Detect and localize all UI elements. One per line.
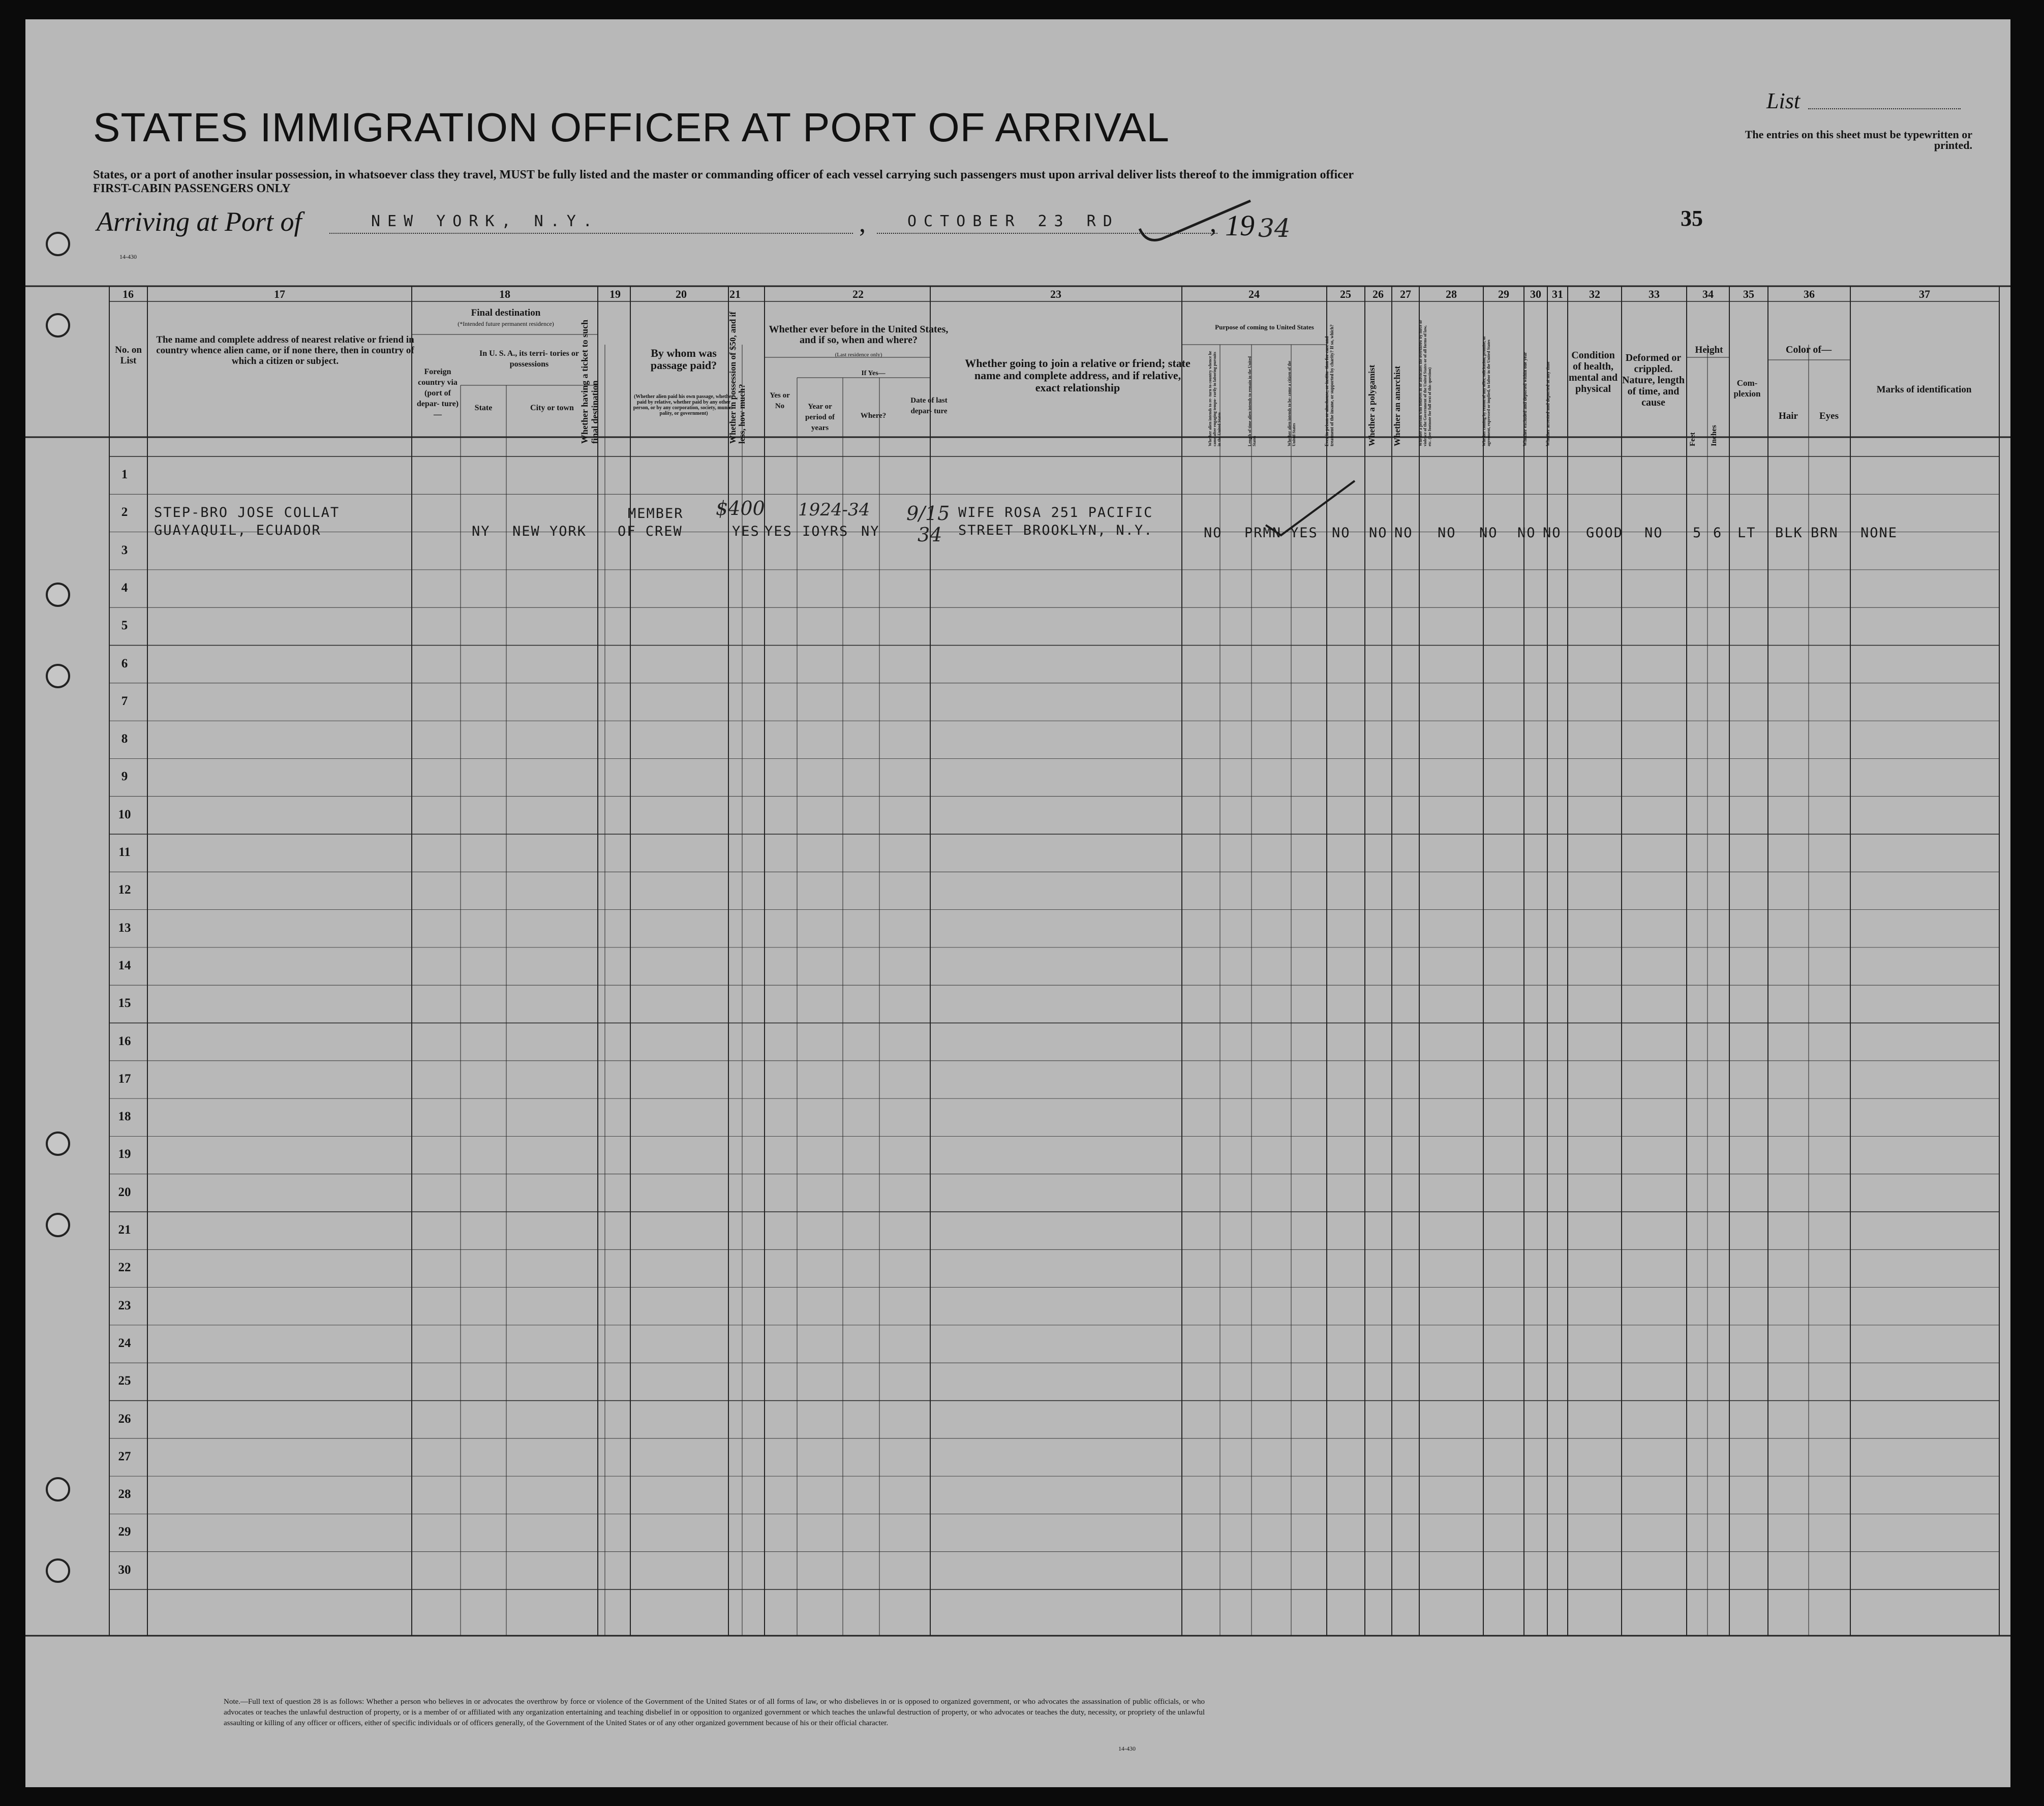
typewritten-note: The entries on this sheet must be typewritten or printed. — [1745, 128, 1972, 151]
column-number: 33 — [1649, 288, 1660, 300]
column-number: 27 — [1400, 288, 1411, 300]
column-number: 31 — [1552, 288, 1563, 300]
column-number: 29 — [1498, 288, 1509, 300]
entry-prison: NO — [1332, 525, 1351, 541]
arrival-date: OCTOBER 23 RD — [907, 212, 1119, 230]
column-number: 19 — [609, 288, 621, 300]
header-final-destination-sub: (*Intended future permanent residence) — [457, 320, 554, 327]
entry-deported: NO — [1543, 525, 1562, 541]
header-passage-paid-sub: (Whether alien paid his own passage, whether paid by relative, whether paid by any other person, or by any corporation, society, munici- pality, or government) — [633, 394, 735, 416]
row-number: 16 — [118, 1034, 131, 1048]
header-intends-citizen: Whether alien intends to be- come a citizen of the United States — [1287, 360, 1296, 446]
column-number: 18 — [499, 288, 510, 300]
entry-labor-offer: NO — [1479, 525, 1498, 541]
header-intends-return: Whether alien intends to re- turn to country whence he came after engaging tempo- rarily in laboring pursuits in the United States — [1208, 351, 1222, 446]
entry-where: NY — [861, 524, 880, 539]
row-number: 17 — [118, 1072, 131, 1086]
column-number: 37 — [1919, 288, 1930, 300]
binder-hole — [46, 583, 70, 607]
column-number: 35 — [1743, 288, 1754, 300]
form-id-top: 14-430 — [119, 253, 137, 260]
entry-joining-line1: WIFE ROSA 251 PACIFIC — [958, 505, 1153, 521]
column-number: 32 — [1589, 288, 1600, 300]
header-relative: The name and complete address of nearest relative or friend in country whence alien came, or if none there, then in country of which a citizen or subject. — [156, 334, 414, 366]
column-number: 34 — [1702, 288, 1714, 300]
header-joining: Whether going to join a relative or friend; state name and complete address, and if relative, exact relationship — [965, 357, 1191, 394]
sheet-number: 35 — [1681, 206, 1703, 231]
header-yes-or-no: Yes or No — [770, 391, 790, 410]
header-state: State — [474, 404, 493, 412]
page-title: STATES IMMIGRATION OFFICER AT PORT OF ARRIVAL — [93, 105, 1170, 150]
header-city: City or town — [530, 404, 574, 412]
binder-hole — [46, 313, 70, 338]
row-number: 14 — [118, 958, 131, 972]
row-number: 13 — [118, 921, 131, 935]
header-if-yes: If Yes— — [861, 370, 886, 377]
column-number: 24 — [1248, 288, 1260, 300]
entry-passage-line1: MEMBER — [628, 506, 684, 522]
header-labor-offer: Whether coming by reason of any offer, solicitation, promise, or agreement, expressed or implied, to labor in the United States — [1482, 336, 1491, 446]
row-number: 1 — [121, 468, 128, 481]
entry-deformed: NO — [1644, 525, 1663, 541]
row-number: 20 — [118, 1185, 131, 1199]
header-year-period: Year or period of years — [805, 403, 835, 432]
column-number: 30 — [1530, 288, 1541, 300]
header-ever-before: Whether ever before in the United States, and if so, when and where? — [769, 324, 949, 346]
row-number: 29 — [118, 1525, 131, 1539]
row-number: 23 — [118, 1298, 131, 1312]
entry-years-handwritten: 1924-34 — [798, 500, 870, 520]
entry-polygamist: NO — [1369, 525, 1388, 541]
row-number: 21 — [118, 1223, 131, 1237]
header-in-usa: In U. S. A., its terri- tories or possessions — [479, 349, 579, 369]
entry-relative-line1: STEP-BRO JOSE COLLAT — [154, 505, 340, 521]
entry-years: IOYRS — [802, 524, 849, 539]
row-number: 11 — [118, 845, 131, 859]
entry-complexion: LT — [1737, 525, 1756, 541]
header-where: Where? — [860, 412, 887, 420]
header-feet: Feet — [1689, 432, 1697, 446]
header-complexion: Com- plexion — [1733, 378, 1761, 399]
header-foreign-country: Foreign country via (port of depar- ture)— — [416, 368, 459, 419]
column-number: 16 — [123, 288, 134, 300]
entry-last-departure-1: 9/15 — [906, 502, 950, 525]
header-hair: Hair — [1779, 411, 1798, 421]
entry-eyes: BRN — [1811, 525, 1839, 541]
header-eyes: Eyes — [1819, 411, 1839, 421]
header-ticket: Whether having a ticket to such final destination — [579, 319, 600, 444]
column-number: 23 — [1050, 288, 1061, 300]
binder-hole — [46, 664, 70, 688]
column-number: 17 — [274, 288, 285, 300]
header-last-residence: (Last residence only) — [835, 352, 882, 358]
header-deformed: Deformed or crippled. Nature, length of time, and cause — [1622, 352, 1685, 408]
header-deported: Whether arrested and deported at any time — [1545, 361, 1550, 446]
port-value: NEW YORK, N.Y. — [371, 212, 599, 230]
year-prefix: 19 — [1225, 209, 1255, 242]
row-number: 9 — [121, 770, 128, 784]
year-handwritten: 34 — [1258, 213, 1291, 243]
header-inches: Inches — [1710, 425, 1718, 446]
header-prison: Ever in prison or almshouse, or institu- tion for care and treatment of the insane, or supported by charity? If so, which? — [1324, 324, 1334, 446]
form-id-bottom: 14-430 — [1118, 1745, 1136, 1752]
entry-anarchist: NO — [1394, 525, 1413, 541]
header-height: Height — [1695, 345, 1723, 355]
header-purpose: Purpose of coming to United States — [1215, 323, 1314, 331]
header-date-last-departure: Date of last depar- ture — [910, 396, 948, 415]
entry-length: PRMN — [1244, 525, 1282, 541]
row-number: 10 — [118, 807, 131, 821]
binder-hole — [46, 1131, 70, 1156]
header-excluded: Whether excluded and deported within one year — [1522, 352, 1528, 446]
entry-state: NY — [472, 524, 491, 539]
column-number: 20 — [676, 288, 687, 300]
row-number: 22 — [118, 1261, 131, 1275]
entry-excluded: NO — [1517, 525, 1536, 541]
entry-before: YES — [765, 524, 792, 539]
entry-city: NEW YORK — [512, 524, 587, 539]
binder-hole — [46, 1477, 70, 1502]
column-number: 28 — [1446, 288, 1457, 300]
header-passage-paid: By whom was passage paid? — [650, 347, 717, 372]
port-line — [329, 233, 853, 234]
column-number: 26 — [1372, 288, 1384, 300]
row-number: 27 — [118, 1449, 131, 1463]
row-number: 26 — [118, 1412, 131, 1426]
row-number: 8 — [121, 732, 128, 746]
comma-mark: , — [1210, 209, 1216, 238]
entry-overthrow: NO — [1438, 525, 1456, 541]
list-number-line — [1808, 108, 1961, 109]
comma-mark: , — [859, 209, 866, 238]
row-number: 12 — [118, 883, 131, 897]
column-number: 36 — [1804, 288, 1815, 300]
row-number: 5 — [121, 619, 128, 633]
column-number: 22 — [852, 288, 864, 300]
row-number: 2 — [121, 505, 128, 519]
header-fifty-dollars: Whether in possession of $50, and if less, how much? — [728, 312, 747, 444]
row-number: 3 — [121, 543, 128, 557]
header-overthrow: Whether a person who believes in or advocates the overthrow by force or violence of the Government of the United States or of all forms of law, etc. (See footnote for full text of this question) — [1418, 320, 1432, 446]
header-health: Condition of health, mental and physical — [1568, 350, 1618, 394]
binder-hole — [46, 232, 70, 256]
manifest-sheet — [25, 19, 2010, 1787]
entry-money-handwritten: $400 — [716, 497, 765, 519]
binder-hole — [46, 1213, 70, 1237]
entry-hair: BLK — [1775, 525, 1803, 541]
entry-citizen: YES — [1290, 525, 1318, 541]
header-marks: Marks of identification — [1876, 384, 1972, 395]
entry-return: NO — [1204, 525, 1223, 541]
passenger-class: FIRST-CABIN PASSENGERS ONLY — [93, 182, 291, 195]
list-label: List — [1766, 88, 1801, 113]
row-number: 24 — [118, 1336, 131, 1350]
row-number: 7 — [121, 694, 128, 708]
entry-money: YES — [732, 524, 760, 539]
instructions-text: States, or a port of another insular possession, in whatsoever class they travel, MUST be fully listed and the master or commanding officer of each vessel carrying such passengers must upon arrival deliver lists thereof to the immigration officer — [93, 168, 1354, 181]
row-number: 28 — [118, 1487, 131, 1502]
entry-marks: NONE — [1860, 525, 1898, 541]
footnote: Note.—Full text of question 28 is as follows: Whether a person who believes in or advocates the overthrow by force or violence of the Government of the United States or of all forms of law, or who disbelieves in or is opposed to organized government, or who advocates the assassination of public officials, or who advocates or teaches the unlawful destruction of property, or is a member of or affiliated with any organization entertaining and teaching disbelief in or opposition to organized government or which teaches the unlawful destruction of property, or who advocates or teaches the duty, necessity, or propriety of the unlawful assaulting or killing of any officer or officers, either of specific individuals or of officers generally, of the Government of the United States or of any other organized government because of his or their official character. — [224, 1698, 1205, 1727]
entry-last-departure-2: 34 — [918, 524, 942, 546]
table-grid — [25, 19, 2010, 1787]
header-no-on-list: No. on List — [115, 345, 142, 366]
entry-inches: 6 — [1713, 525, 1723, 541]
column-number: 21 — [729, 288, 741, 300]
header-final-destination: Final destination — [471, 308, 541, 318]
entry-passage-line2: OF CREW — [618, 524, 683, 539]
header-color-of: Color of— — [1785, 344, 1832, 355]
row-number: 19 — [118, 1147, 131, 1161]
row-number: 4 — [121, 580, 128, 595]
header-anarchist: Whether an anarchist — [1392, 365, 1402, 446]
row-number: 30 — [118, 1563, 131, 1577]
row-number: 6 — [121, 656, 128, 670]
entry-health: GOOD — [1586, 525, 1624, 541]
row-number: 15 — [118, 996, 131, 1011]
arriving-label: Arriving at Port of — [97, 206, 302, 237]
entry-joining-line2: STREET BROOKLYN, N.Y. — [958, 523, 1153, 538]
entry-relative-line2: GUAYAQUIL, ECUADOR — [154, 523, 321, 538]
row-number: 25 — [118, 1374, 131, 1388]
column-number: 25 — [1340, 288, 1351, 300]
header-polygamist: Whether a polygamist — [1367, 364, 1377, 446]
entry-feet: 5 — [1693, 525, 1702, 541]
row-number: 18 — [118, 1110, 131, 1124]
header-length-of-stay: Length of time alien intends to remain in the United States — [1247, 356, 1257, 446]
binder-hole — [46, 1558, 70, 1583]
